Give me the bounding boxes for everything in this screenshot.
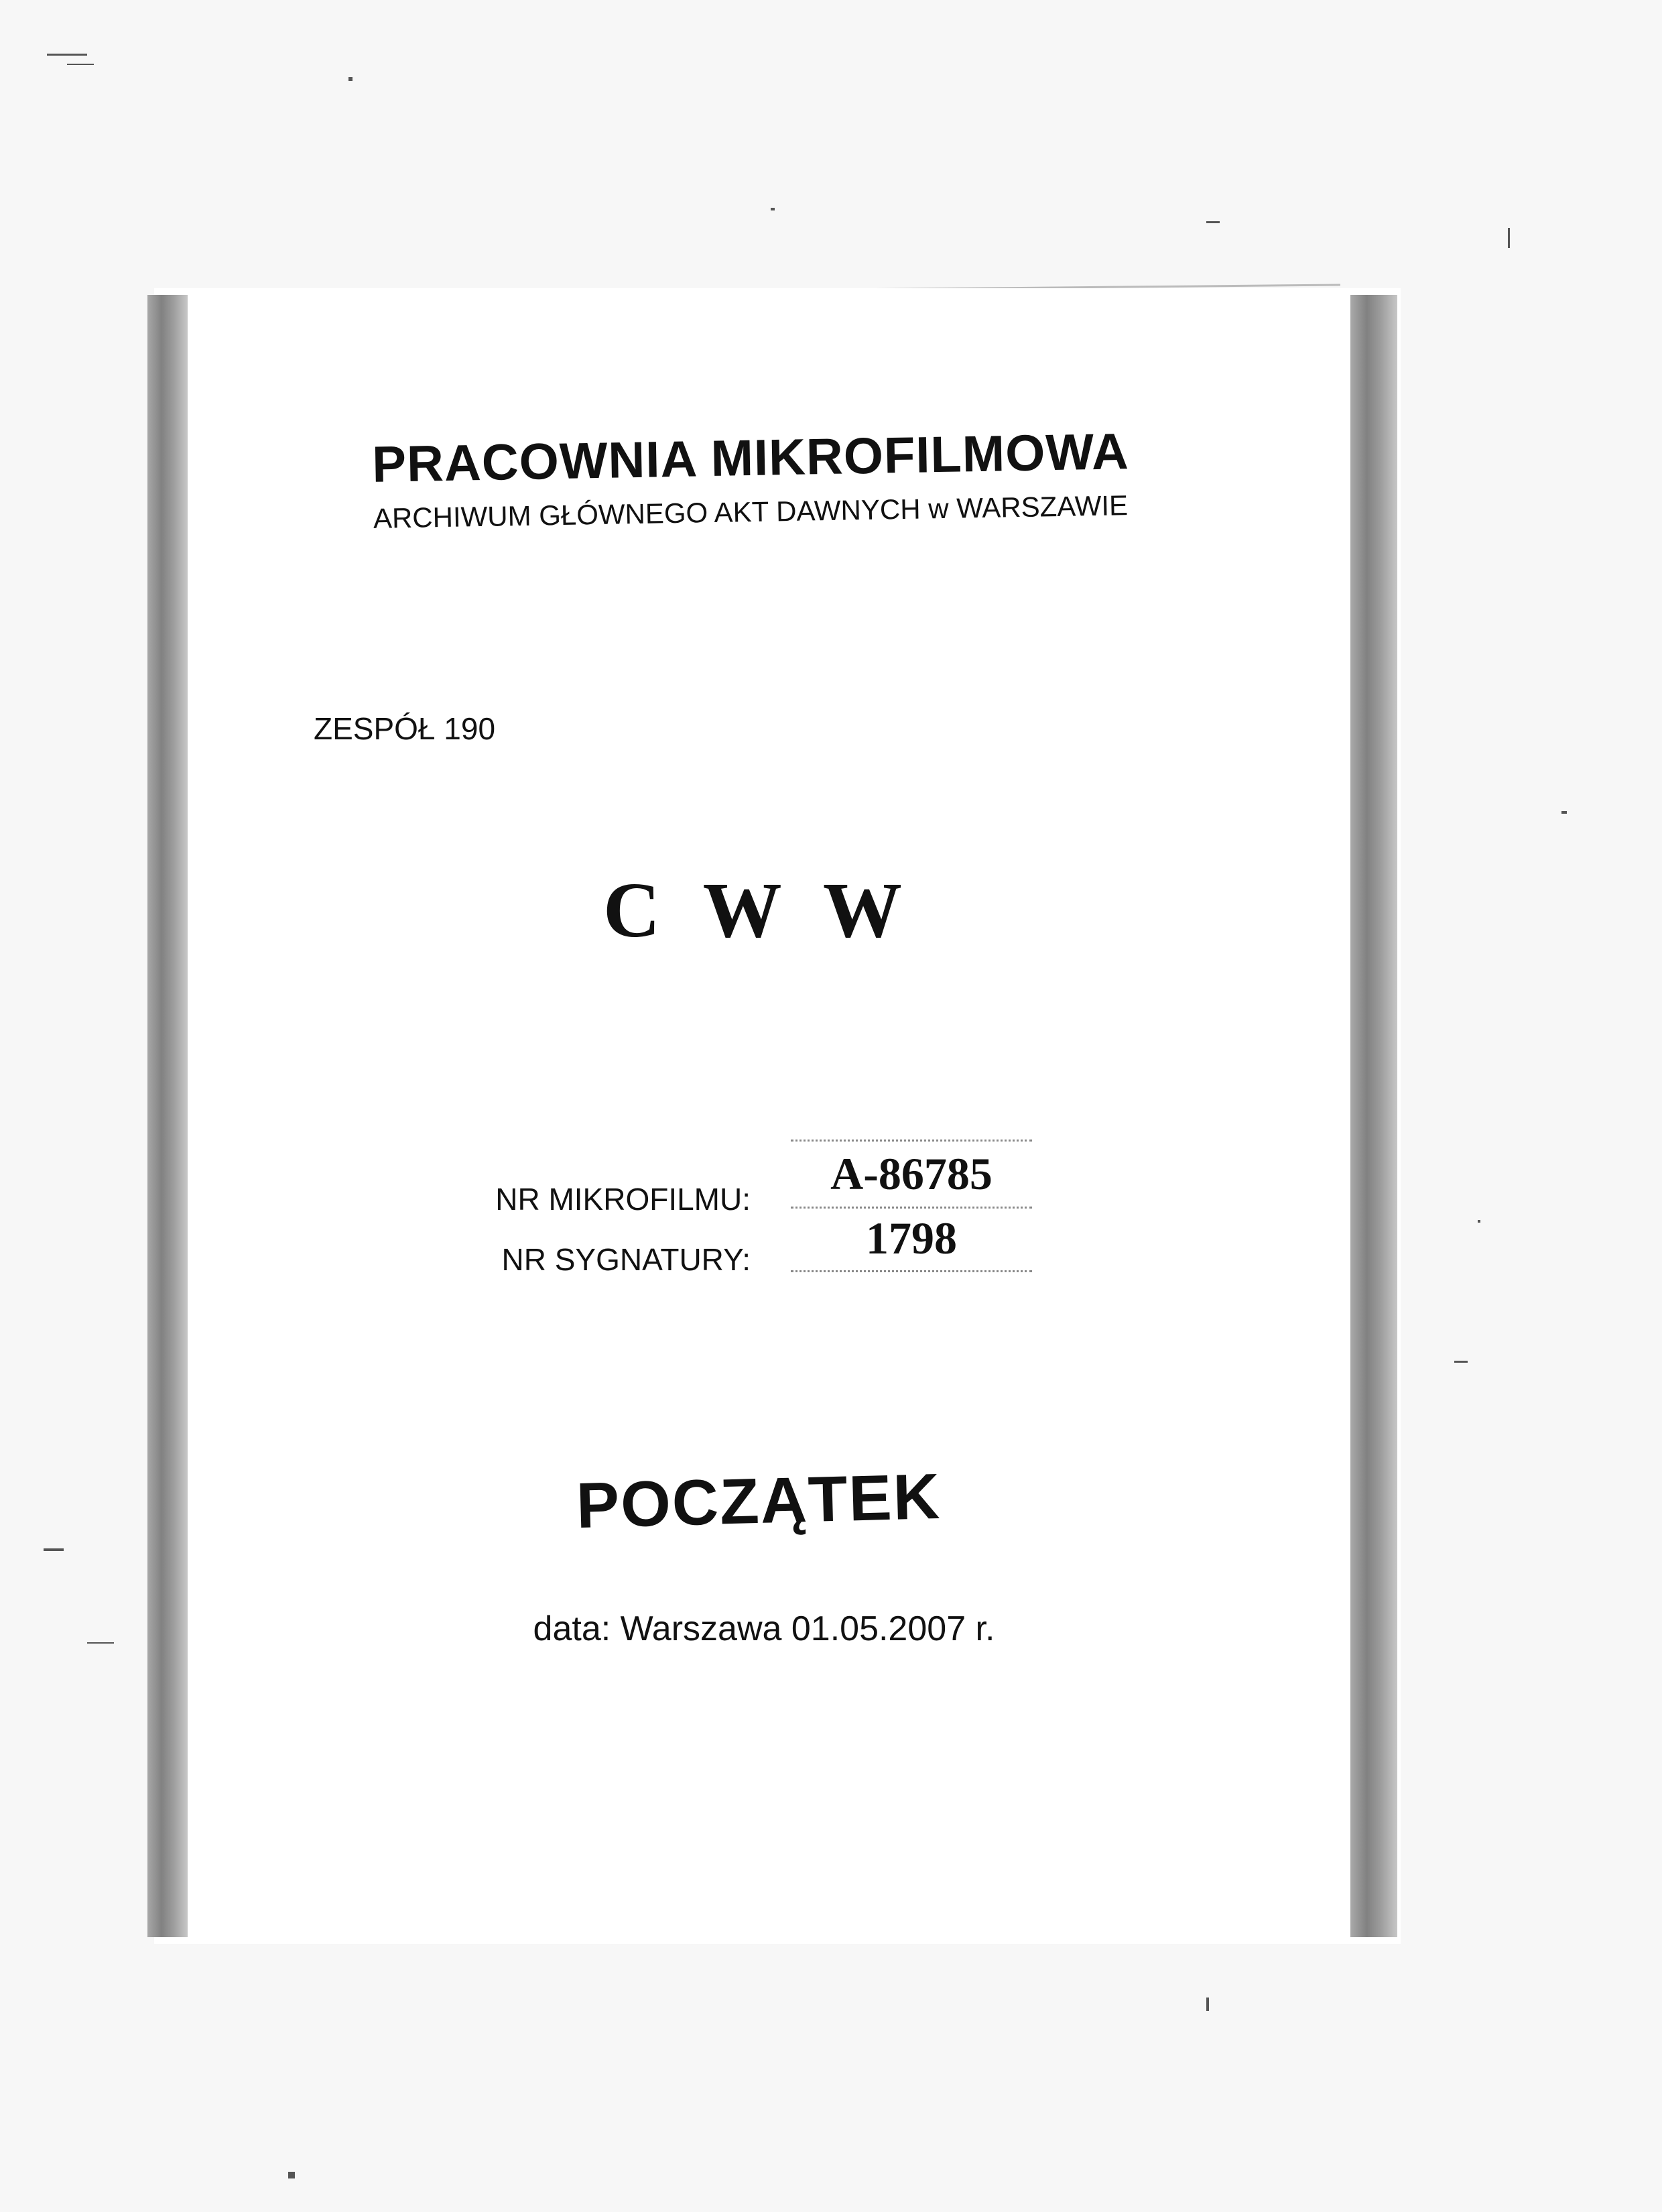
microfilm-top-rule <box>791 1140 1032 1142</box>
microfilm-underline <box>791 1207 1032 1209</box>
date-line: data: Warszawa 01.05.2007 r. <box>533 1609 995 1648</box>
microfilm-number: A-86785 <box>830 1148 993 1199</box>
right-page-edge <box>1350 295 1397 1937</box>
fonds-number: ZESPÓŁ 190 <box>314 711 496 746</box>
document-sheet <box>154 288 1401 1944</box>
signature-number: 1798 <box>866 1213 957 1264</box>
archive-name: ARCHIWUM GŁÓWNEGO AKT DAWNYCH w WARSZAWIE <box>373 489 1129 534</box>
lab-title: PRACOWNIA MIKROFILMOWA <box>371 423 1130 493</box>
microfilm-label: NR MIKROFILMU: <box>495 1182 751 1217</box>
signature-underline <box>791 1270 1032 1272</box>
signature-label: NR SYGNATURY: <box>501 1242 751 1277</box>
collection-code: C W W <box>603 866 914 954</box>
start-marker: POCZĄTEK <box>575 1460 942 1542</box>
left-page-edge <box>147 295 188 1937</box>
